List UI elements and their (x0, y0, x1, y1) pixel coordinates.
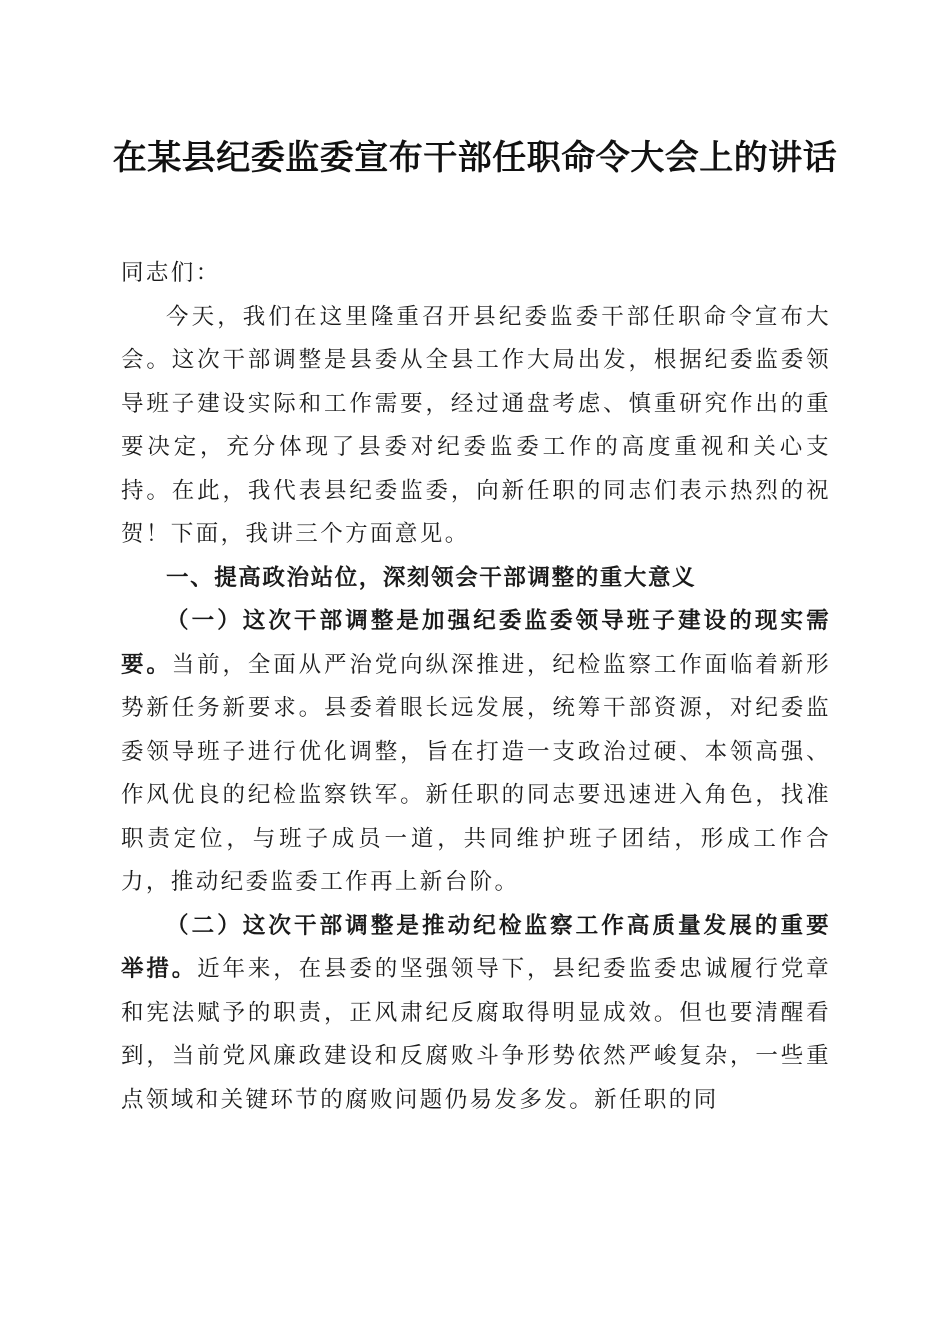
section-heading-one: 一、提高政治站位，深刻领会干部调整的重大意义 (166, 564, 697, 591)
point-two-text: 近年来，在县委的坚强领导下，县纪委监委忠诚履行党章和宪法赋予的职责，正风肃纪反腐取得明显成效。但也要清醒看到，当前党风廉政建设和反腐败斗争形势依然严峻复杂，一些重点领域和关键环节的腐败问题仍易发多发。新任职的同 (121, 956, 831, 1113)
point-two-lead: （二）这次干部调整是推动纪检监察工作高质量发展的重要举措。 (121, 912, 831, 982)
point-one-text: 当前，全面从严治党向纵深推进，纪检监察工作面临着新形势新任务新要求。县委着眼长远发展，统筹干部资源，对纪委监委领导班子进行优化调整，旨在打造一支政治过硬、本领高强、作风优良的纪检监察铁军。新任职的同志要迅速进入角色，找准职责定位，与班子成员一道，共同维护班子团结，形成工作合力，推动纪委监委工作再上新台阶。 (121, 651, 831, 895)
section-one-point-two (121, 905, 831, 1123)
document-body (121, 252, 831, 1122)
intro-paragraph: 今天，我们在这里隆重召开县纪委监委干部任职命令宣布大会。这次干部调整是县委从全县工作大局出发，根据纪委监委领导班子建设实际和工作需要，经过通盘考虑、慎重研究作出的重要决定，充分体现了县委对纪委监委工作的高度重视和关心支持。在此，我代表县纪委监委，向新任职的同志们表示热烈的祝贺！下面，我讲三个方面意见。 (121, 303, 831, 547)
section-one-point-one (121, 600, 831, 905)
document-title: 在某县纪委监委宣布干部任职命令大会上的讲话 (112, 138, 838, 178)
salutation: 同志们： (121, 260, 221, 286)
point-one-lead: （一）这次干部调整是加强纪委监委领导班子建设的现实需要。 (121, 608, 831, 678)
